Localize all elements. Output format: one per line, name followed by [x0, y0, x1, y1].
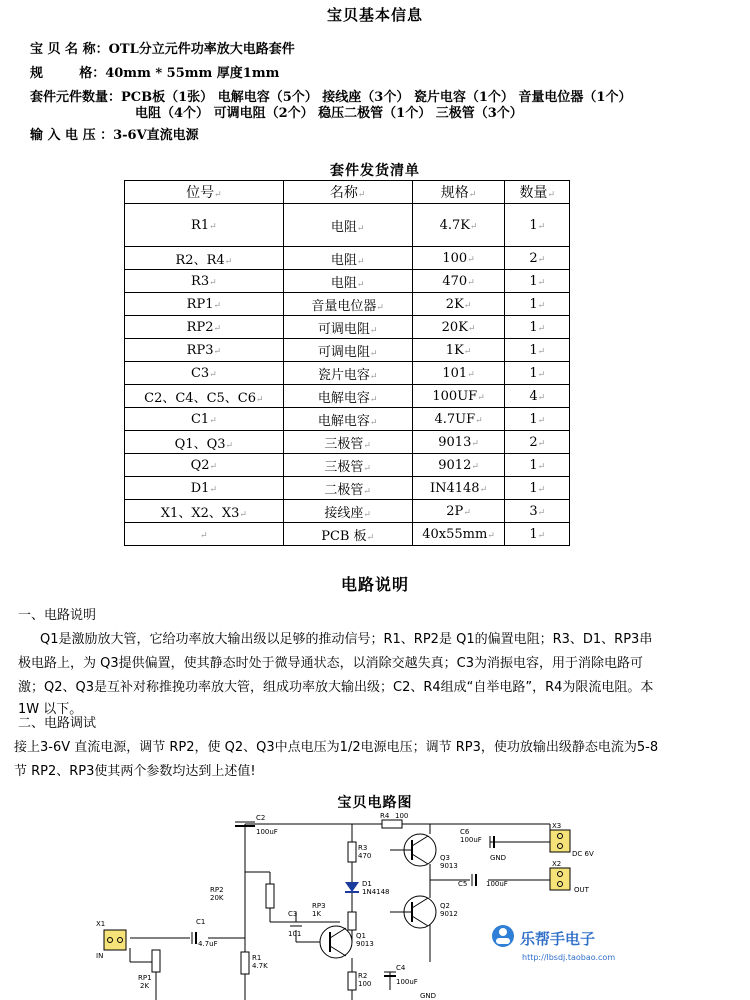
circuit-diagram: [90, 812, 690, 1000]
basic-info-title: 宝贝基本信息: [326, 6, 423, 24]
watermark-logo: [492, 925, 615, 962]
spec-value: 40mm * 55mm 厚度1mm: [105, 66, 280, 81]
col-header-name: 名称↵: [283, 181, 412, 204]
svg-text:R2: R2: [358, 972, 368, 980]
gnd-bottom-label: [420, 992, 436, 1000]
col-header-spec: 规格↵: [412, 181, 505, 204]
svg-text:X3: X3: [552, 822, 562, 830]
svg-text:GND: GND: [420, 992, 437, 1000]
product-name-label: 宝 贝 名 称：: [30, 42, 109, 57]
component-count-line1: PCB板（1张） 电解电容（5个） 接线座（3个） 瓷片电容（1个） 音量电位器（1个）: [121, 90, 632, 105]
table-row: C3↵ 瓷片电容↵ 101↵ 1↵: [125, 362, 570, 385]
kit-list-header-row: [125, 181, 570, 204]
table-row: Q2↵ 三极管↵ 9012↵ 1↵: [125, 454, 570, 477]
r1-resistor: [241, 952, 268, 974]
kit-list-title: 套件发货清单: [330, 163, 420, 179]
section1-line2: 极电路上，为 Q3提供偏置，使其静态时处于微导通状态，以消除交越失真；C3为消振电容，用于消除电路可: [18, 656, 643, 671]
voltage-value: 3-6V直流电源: [113, 128, 199, 143]
circuit-desc-title: 电路说明: [340, 575, 409, 594]
component-count-label: 套件元件数量：: [30, 90, 122, 105]
svg-text:Q3: Q3: [440, 854, 450, 862]
section2-heading: 二、电路调试: [18, 716, 97, 731]
svg-text:DC 6V: DC 6V: [572, 850, 594, 858]
table-row: Q1、Q3↵ 三极管↵ 9013↵ 2↵: [125, 431, 570, 454]
product-name-value: OTL分立元件功率放大电路套件: [108, 42, 295, 57]
svg-text:4.7K: 4.7K: [252, 962, 268, 970]
svg-text:101: 101: [288, 930, 302, 938]
product-name-row: [30, 38, 295, 57]
kit-list-table: [124, 180, 570, 546]
svg-text:C6: C6: [460, 828, 470, 836]
svg-text:IN: IN: [96, 952, 104, 960]
table-row: C2、C4、C5、C6↵ 电解电容↵ 100UF↵ 4↵: [125, 385, 570, 408]
rp2-potentiometer: [210, 884, 274, 908]
svg-text:100uF: 100uF: [460, 836, 482, 844]
watermark-name: 乐帮手电子: [520, 930, 596, 948]
voltage-label: 输 入 电 压 ：: [30, 128, 114, 143]
svg-text:9012: 9012: [440, 910, 458, 918]
svg-text:C3: C3: [288, 910, 298, 918]
section1-line3: 激；Q2、Q3是互补对称推挽功率放大管，组成功率放大输出级；C2、R4组成“自举电路”，R4为限流电阻。本: [18, 680, 654, 695]
circuit-wires: [130, 824, 550, 1000]
section2-line1: 接上3-6V 直流电源，调节 RP2，使 Q2、Q3中点电压为1/2电源电压；调节 RP3，使功放输出级静态电流为5-8: [14, 740, 659, 755]
section1-line1: Q1是激励放大管，它给功率放大输出级以足够的推动信号；R1、RP2是 Q1的偏置电阻；R3、D1、RP3串: [40, 632, 653, 647]
q1-transistor: [320, 926, 374, 958]
diagram-title: 宝贝电路图: [337, 795, 413, 811]
c1-capacitor: [192, 918, 218, 948]
spec-label: 规 格：: [30, 66, 106, 81]
svg-text:1N4148: 1N4148: [362, 888, 390, 896]
table-row: R2、R4↵ 电阻↵ 100↵ 2↵: [125, 247, 570, 270]
c5-capacitor: [458, 874, 508, 888]
watermark-url: http://lbsdj.taobao.com: [522, 953, 616, 962]
svg-text:Q2: Q2: [440, 902, 450, 910]
svg-text:R1: R1: [252, 954, 262, 962]
r2-resistor: [348, 972, 371, 990]
gnd-top-label: [490, 854, 506, 862]
table-row: ↵ PCB 板↵ 40x55mm↵ 1↵: [125, 523, 570, 546]
svg-text:X1: X1: [96, 920, 106, 928]
svg-text:100uF: 100uF: [256, 828, 278, 836]
svg-text:Q1: Q1: [356, 932, 366, 940]
x1-connector: [96, 920, 126, 960]
svg-text:4.7uF: 4.7uF: [198, 940, 218, 948]
spec-row: [30, 62, 279, 81]
c6-capacitor: [460, 828, 494, 848]
svg-text:C4: C4: [396, 964, 406, 972]
svg-text:470: 470: [358, 852, 372, 860]
component-count-line2: 电阻（4个） 可调电阻（2个） 稳压二极管（1个） 三极管（3个）: [135, 106, 523, 121]
table-row: RP3↵ 可调电阻↵ 1K↵ 1↵: [125, 339, 570, 362]
svg-text:100: 100: [395, 812, 409, 820]
x2-connector: [550, 860, 590, 894]
q3-transistor: [390, 834, 458, 870]
svg-text:9013: 9013: [440, 862, 458, 870]
q2-transistor: [390, 896, 458, 928]
col-header-position: 位号↵: [125, 181, 284, 204]
svg-text:RP3: RP3: [312, 902, 326, 910]
section1-line4: 1W 以下。: [18, 702, 83, 717]
col-header-qty: 数量↵: [505, 181, 570, 204]
svg-text:RP1: RP1: [138, 974, 152, 982]
rp1-potentiometer: [138, 950, 160, 990]
svg-text:100uF: 100uF: [396, 978, 418, 986]
table-row: R3↵ 电阻↵ 470↵ 1↵: [125, 270, 570, 293]
svg-text:C1: C1: [196, 918, 206, 926]
table-row: C1↵ 电解电容↵ 4.7UF↵ 1↵: [125, 408, 570, 431]
svg-text:D1: D1: [362, 880, 372, 888]
table-row: RP2↵ 可调电阻↵ 20K↵ 1↵: [125, 316, 570, 339]
table-row: R1↵ 电阻↵ 4.7K↵ 1↵: [125, 204, 570, 247]
x3-connector: [550, 822, 594, 858]
c3-capacitor: [288, 910, 302, 938]
svg-text:2K: 2K: [140, 982, 150, 990]
svg-text:20K: 20K: [210, 894, 224, 902]
svg-text:GND: GND: [490, 854, 507, 862]
r3-resistor: [348, 842, 371, 862]
r4-resistor: [380, 812, 408, 828]
svg-text:100uF: 100uF: [486, 880, 508, 888]
svg-text:X2: X2: [552, 860, 562, 868]
c2-capacitor: [235, 814, 278, 836]
voltage-row: [30, 124, 199, 143]
c4-capacitor: [384, 964, 418, 986]
svg-text:100: 100: [358, 980, 372, 988]
table-row: RP1↵ 音量电位器↵ 2K↵ 1↵: [125, 293, 570, 316]
svg-text:C2: C2: [256, 814, 266, 822]
section1-heading: 一、电路说明: [18, 608, 97, 623]
svg-text:R4: R4: [380, 812, 390, 820]
svg-text:R3: R3: [358, 844, 368, 852]
svg-text:9013: 9013: [356, 940, 374, 948]
svg-text:RP2: RP2: [210, 886, 224, 894]
svg-text:OUT: OUT: [574, 886, 589, 894]
svg-text:C5: C5: [458, 880, 468, 888]
section2-line2: 节 RP2、RP3使其两个参数均达到上述值!: [14, 764, 256, 779]
table-row: X1、X2、X3↵ 接线座↵ 2P↵ 3↵: [125, 500, 570, 523]
svg-text:1K: 1K: [312, 910, 322, 918]
table-row: D1↵ 二极管↵ IN4148↵ 1↵: [125, 477, 570, 500]
